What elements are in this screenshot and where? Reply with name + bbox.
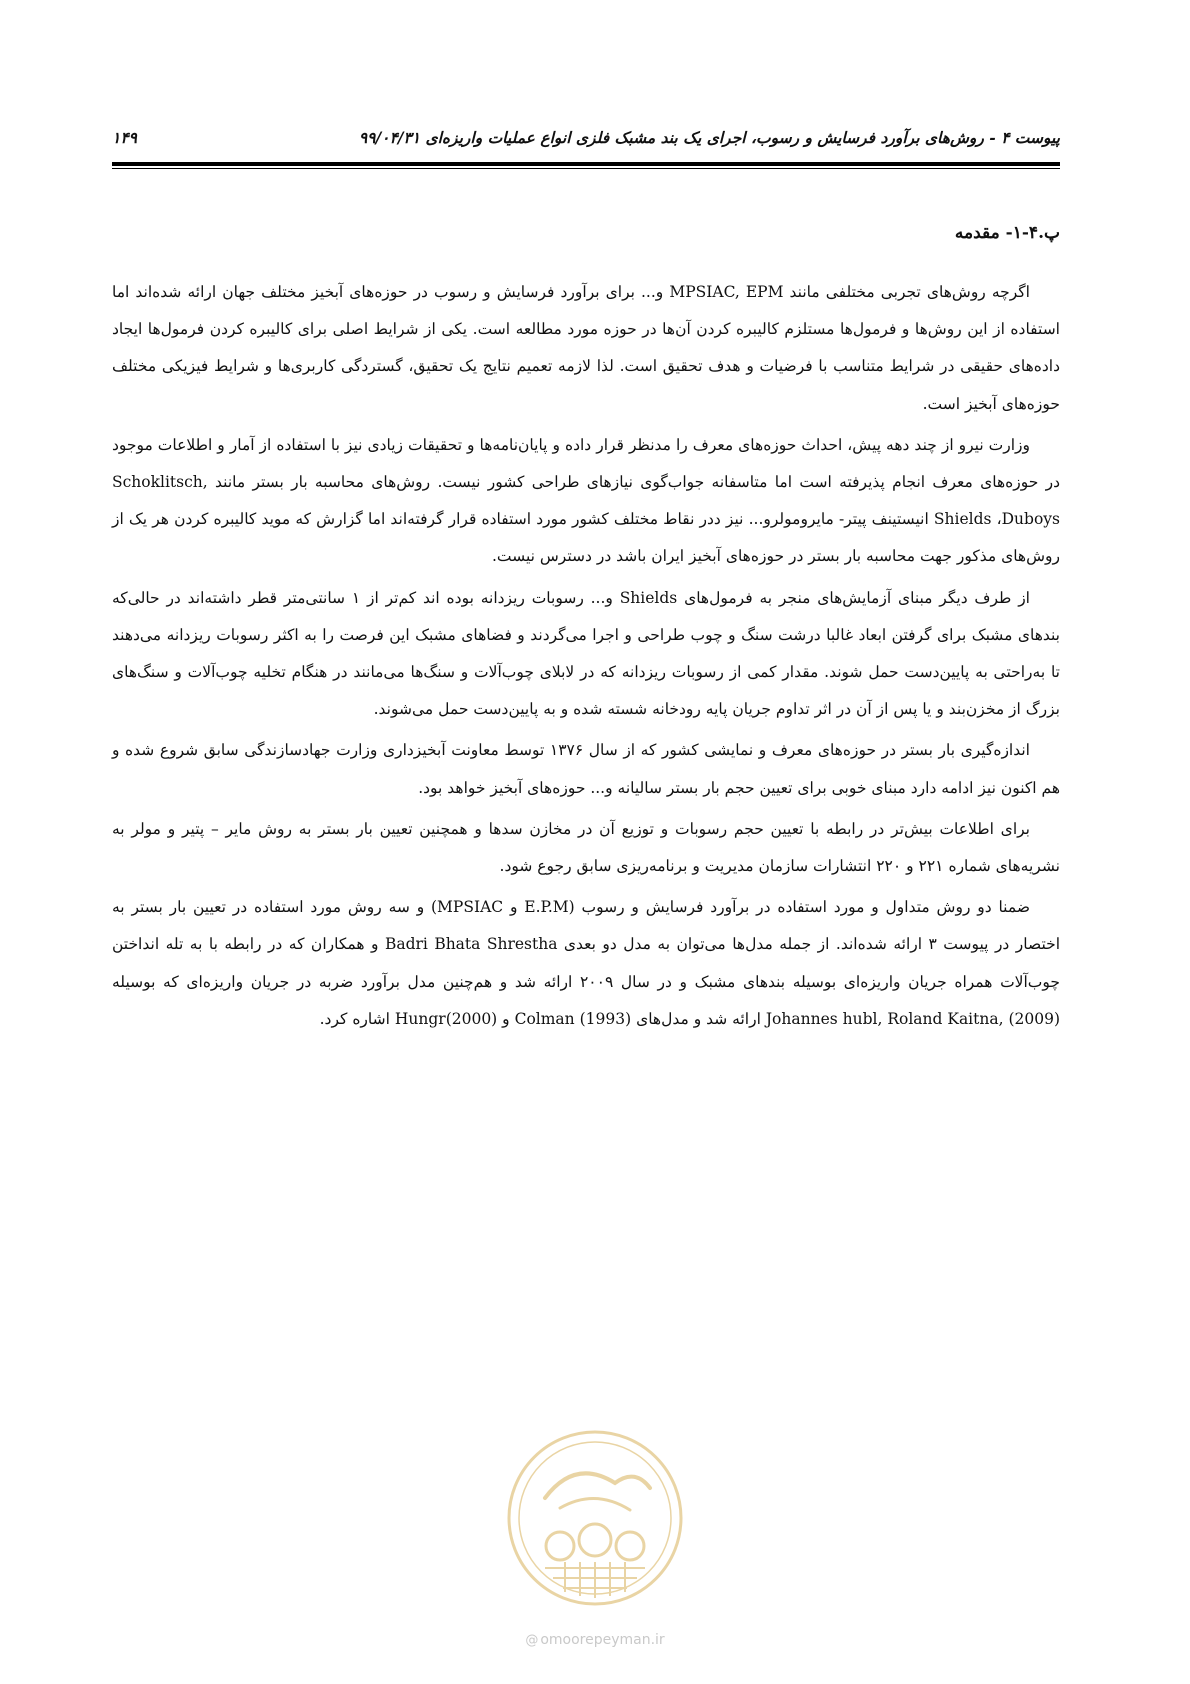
paragraph-2: وزارت نیرو از چند دهه پیش، احداث حوزه‌های معرف را مدنظر قرار داده و پایان‌نامه‌ها و تحقیقات زیادی نیز با استفاده از آمار و اطلاعات موجود در حوزه‌های معرف انجام پذیرفته است اما متاسفانه جواب‌گوی نیازهای طراحی کشور نیست. روش‌های محاسبه بار بستر مانند Schoklitsch, Shields ،Duboys انیستینف پیتر- مایرومولرو... نیز ددر نقاط مختلف کشور مورد استفاده قرار گرفته‌اند اما گزارش که موید کالیبره کردن هر یک از روش‌های مذکور جهت محاسبه بار بستر در حوزه‌های آبخیز ایران باشد در دسترس نیست. [112,435,1060,566]
page-number: ۱۴۹ [112,128,137,147]
header-rule-thin [112,168,1060,169]
main-content [112,218,1060,1042]
header-rule-thick [112,162,1060,166]
paragraph-1: اگرچه روش‌های تجربی مختلفی مانند MPSIAC, EPM و... برای برآورد فرسایش و رسوب در حوزه‌های آبخیز مختلف جهان ارائه شده‌اند اما استفاده از این روش‌ها و فرمول‌ها مستلزم کالیبره کردن آن‌ها در حوزه مورد مطالعه است. یکی از شرایط اصلی برای کالیبره کردن فرمول‌ها ایجاد داده‌های حقیقی در شرایط متناسب با فرضیات و هدف تحقیق است. لذا لازمه تعمیم نتایج یک تحقیق، گستردگی کاربری‌ها و شرایط فیزیکی مختلف حوزه‌های آبخیز است. [112,283,1060,413]
paragraph-6: ضمنا دو روش متداول و مورد استفاده در برآورد فرسایش و رسوب (E.P.M و MPSIAC) و سه روش مورد استفاده در تعیین بار بستر به اختصار در پیوست ۳ ارائه شده‌اند. از جمله مدل‌ها می‌توان به مدل دو بعدی Badri Bhata Shrestha و همکاران که در رابطه با به تله انداختن چوب‌آلات همراه جریان واریزه‌ای بوسیله بندهای مشبک و در سال ۲۰۰۹ ارائه شد و هم‌چنین مدل برآورد ضربه در جریان واریزه‌ای که بوسیله Johannes hubl, Roland Kaitna, (2009) ارائه شد و مدل‌های (1993) Colman و Hungr(2000) اشاره کرد. [112,898,1061,1028]
section-heading: پ.۴-۱- مقدمه [954,223,1060,243]
footer-url [0,1632,1190,1648]
emblem-logo-icon [505,1428,685,1608]
paragraph-3: از طرف دیگر مبنای آزمایش‌های منجر به فرمول‌های Shields و... رسوبات ریزدانه بوده اند کم‌تر از ۱ سانتی‌متر قطر داشته‌اند در حالی‌که بندهای مشبک برای گرفتن ابعاد غالبا درشت سنگ و چوب طراحی و اجرا می‌گردند و فضاهای مشبک این فرصت را به اکثر رسوبات ریزدانه می‌دهند تا به‌راحتی به پایین‌دست حمل شوند. مقدار کمی از رسوبات ریزدانه که در لابلای چوب‌آلات و سنگ‌ها می‌مانند در هنگام تخلیه چوب‌آلات و سنگ‌های بزرگ از مخزن‌بند و یا پس از آن در اثر تداوم جریان پایه رودخانه شسته شده و به پایین‌دست حمل می‌شوند. [112,588,1060,719]
paragraph-4: اندازه‌گیری بار بستر در حوزه‌های معرف و نمایشی کشور که از سال ۱۳۷۶ توسط معاونت آبخیزداری وزارت جهادسازندگی سابق شروع شده و هم اکنون نیز ادامه دارد مبنای خوبی برای تعیین حجم بار بستر سالیانه و... حوزه‌های آبخیز خواهد بود. [112,741,1060,797]
page-header [112,128,1060,156]
footer-url-text: omoorepeyman.ir [540,1632,665,1648]
logo-svg [505,1428,685,1608]
at-icon: @ [525,1633,539,1648]
paragraph-5: برای اطلاعات بیش‌تر در رابطه با تعیین حجم رسوبات و توزیع آن در مخازن سدها و همچنین تعیین بار بستر به روش مایر – پتیر و مولر به نشریه‌های شماره ۲۲۱ و ۲۲۰ انتشارات سازمان مدیریت و برنامه‌ریزی سابق رجوع شود. [112,819,1060,876]
running-title: پیوست ۴ - روش‌های برآورد فرسایش و رسوب، اجرای یک بند مشبک فلزی انواع عملیات واریزه‌ای ۹۹/۰۴/۳۱ [358,128,1060,147]
